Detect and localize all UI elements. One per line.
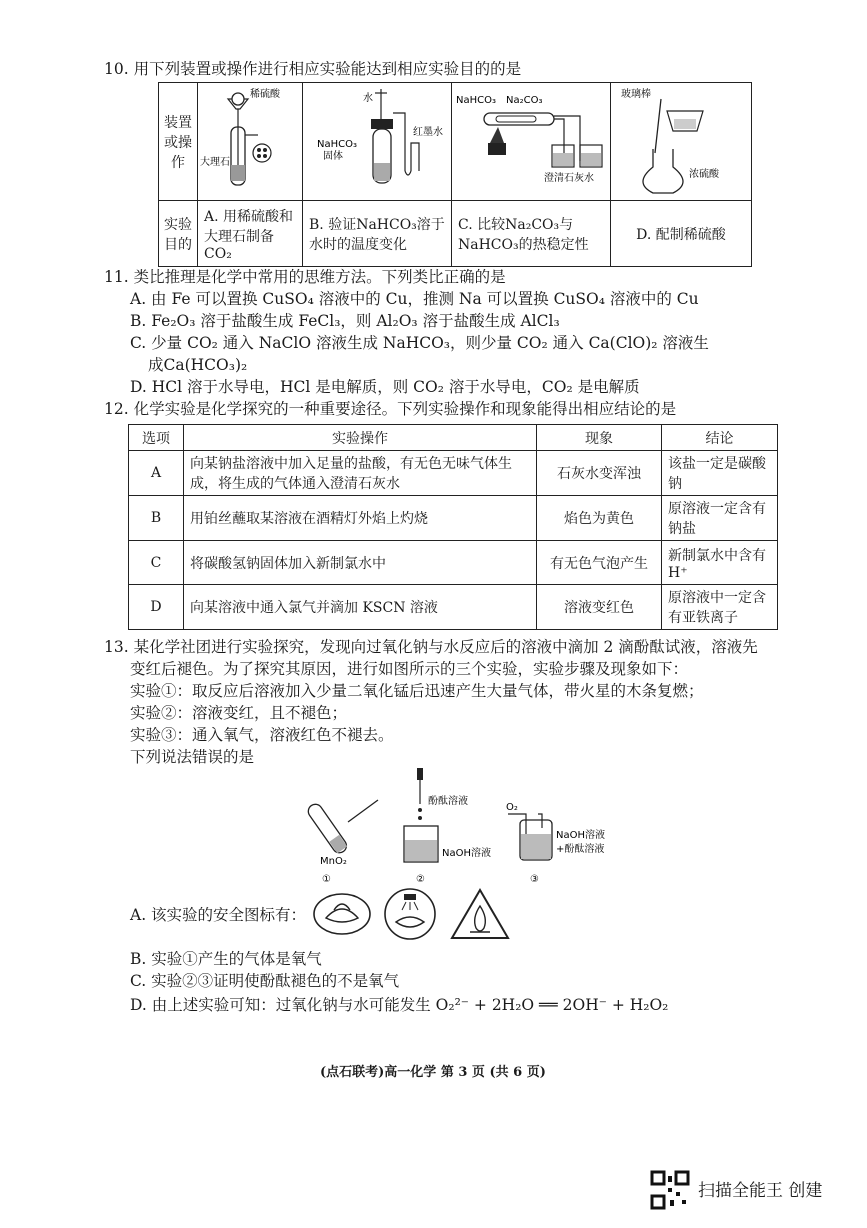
q12-row-c-operation: 将碳酸氢钠固体加入新制氯水中 [184, 541, 537, 585]
q13-option-b: B. 实验①产生的气体是氧气 [130, 950, 322, 968]
q11-option-b: B. Fe₂O₃ 溶于盐酸生成 FeCl₃，则 Al₂O₃ 溶于盐酸生成 AlCl₃ [130, 312, 560, 330]
q13-fig-gas-bottle [506, 802, 605, 885]
q13-option-d: D. 由上述实验可知：过氧化钠与水可能发生 O₂²⁻ + 2H₂O ══ 2OH⁻ + H₂O₂ [130, 996, 669, 1014]
table-row [129, 496, 778, 541]
label-fig-2: ② [416, 874, 425, 885]
q12-header-option: 选项 [129, 425, 184, 451]
q10-option-d: D. 配制稀硫酸 [611, 201, 752, 267]
q11-option-c-2: 成Ca(HCO₃)₂ [148, 356, 248, 374]
q10-fig-c [452, 83, 611, 201]
q13-option-c: C. 实验②③证明使酚酞褪色的不是氧气 [130, 972, 400, 990]
q11-option-d: D. HCl 溶于水导电，HCl 是电解质，则 CO₂ 溶于水导电，CO₂ 是电解质 [130, 378, 640, 396]
table-row [129, 541, 778, 585]
label-c-nahco3: NaHCO₃ [456, 95, 496, 106]
q12-row-c-conclusion: 新制氯水中含有 H⁺ [662, 541, 778, 585]
page-footer: (点石联考)高一化学 第 3 页 (共 6 页) [320, 1065, 546, 1080]
q13-figure [290, 764, 620, 888]
q12-row-d-operation: 向某溶液中通入氯气并滴加 KSCN 溶液 [184, 585, 537, 630]
q10-stem: 10. 用下列装置或操作进行相应实验能达到相应实验目的的是 [104, 60, 522, 78]
q13-ask: 下列说法错误的是 [130, 748, 255, 766]
q11-option-a: A. 由 Fe 可以置换 CuSO₄ 溶液中的 Cu，推测 Na 可以置换 CuSO₄ 溶液中的 Cu [130, 290, 699, 308]
q12-row-c-phenomenon: 有无色气泡产生 [537, 541, 662, 585]
q12-row-b-phenomenon: 焰色为黄色 [537, 496, 662, 541]
q13-option-a: A. 该实验的安全图标有： [130, 906, 307, 924]
q10-table [158, 82, 752, 267]
q13-stem-2: 变红后褪色。为了探究其原因，进行如图所示的三个实验，实验步骤及现象如下： [130, 660, 689, 678]
q11-stem: 11. 类比推理是化学中常用的思维方法。下列类比正确的是 [104, 268, 506, 286]
label-red-ink: 红墨水 [413, 127, 443, 138]
q12-header-phenomenon: 现象 [537, 425, 662, 451]
wash-hands-icon [385, 889, 435, 939]
label-mno2: MnO₂ [320, 856, 347, 867]
q13-exp-3: 实验③：通入氧气，溶液红色不褪去。 [130, 726, 394, 744]
q10-fig-b [303, 83, 452, 201]
label-naoh: NaOH溶液 [442, 848, 491, 859]
q12-row-b-operation: 用铂丝蘸取某溶液在酒精灯外焰上灼烧 [184, 496, 537, 541]
label-fig-3: ③ [530, 874, 539, 885]
q13-exp-2: 实验②：溶液变红，且不褪色； [130, 704, 348, 722]
q10-option-c: C. 比较Na₂CO₃与NaHCO₃的热稳定性 [452, 201, 611, 267]
q10-fig-d [611, 83, 752, 201]
table-row [129, 585, 778, 630]
q12-row-a-phenomenon: 石灰水变浑浊 [537, 451, 662, 496]
q12-row-b-conclusion: 原溶液一定含有钠盐 [662, 496, 778, 541]
label-phenolphthalein: 酚酞溶液 [428, 796, 468, 807]
label-glass-rod: 玻璃棒 [621, 89, 651, 100]
label-solid: 固体 [323, 151, 343, 162]
label-fig-1: ① [322, 874, 331, 885]
label-nahco3: NaHCO₃ [317, 139, 357, 150]
q12-row-a-option: A [129, 451, 184, 496]
label-water: 水 [363, 93, 373, 104]
q12-row-d-conclusion: 原溶液中一定含有亚铁离子 [662, 585, 778, 630]
q13-stem-1: 13. 某化学社团进行实验探究，发现向过氧化钠与水反应后的溶液中滴加 2 滴酚酞试液，溶液先 [104, 638, 758, 656]
label-c-na2co3: Na₂CO₃ [506, 95, 543, 106]
table-row [129, 451, 778, 496]
q13-fig-beaker [404, 768, 491, 885]
q12-row-a-operation: 向某钠盐溶液中加入足量的盐酸，有无色无味气体生成，将生成的气体通入澄清石灰水 [184, 451, 537, 496]
q10-option-a: A. 用稀硫酸和大理石制备CO₂ [198, 201, 303, 267]
q13-safety-icons [312, 886, 514, 942]
q12-row-d-option: D [129, 585, 184, 630]
q12-row-a-conclusion: 该盐一定是碳酸钠 [662, 451, 778, 496]
scanner-watermark: 扫描全能王 创建 [698, 1181, 823, 1201]
hot-surface-icon [314, 894, 370, 934]
q12-row-c-option: C [129, 541, 184, 585]
q12-table [128, 424, 778, 630]
q12-header-operation: 实验操作 [184, 425, 537, 451]
qr-code-icon [650, 1170, 690, 1210]
q12-header-conclusion: 结论 [662, 425, 778, 451]
q12-stem: 12. 化学实验是化学探究的一种重要途径。下列实验操作和现象能得出相应结论的是 [104, 400, 677, 418]
flammable-warning-icon [452, 890, 508, 938]
q10-row2-header: 实验目的 [159, 201, 198, 267]
label-naoh-2b: +酚酞溶液 [556, 844, 605, 855]
q10-option-b: B. 验证NaHCO₃溶于水时的温度变化 [303, 201, 452, 267]
label-dilute-acid: 稀硫酸 [250, 89, 280, 100]
q13-fig-test-tube [306, 800, 378, 885]
q10-fig-a [198, 83, 303, 201]
q12-row-d-phenomenon: 溶液变红色 [537, 585, 662, 630]
label-marble: 大理石 [200, 157, 230, 168]
label-limewater: 澄清石灰水 [544, 173, 594, 184]
label-conc-acid: 浓硫酸 [689, 169, 719, 180]
label-naoh-2a: NaOH溶液 [556, 830, 605, 841]
q12-row-b-option: B [129, 496, 184, 541]
label-o2: O₂ [506, 802, 518, 813]
q13-exp-1: 实验①：取反应后溶液加入少量二氧化锰后迅速产生大量气体，带火星的木条复燃； [130, 682, 704, 700]
q11-option-c-1: C. 少量 CO₂ 通入 NaClO 溶液生成 NaHCO₃，则少量 CO₂ 通入 Ca(ClO)₂ 溶液生 [130, 334, 709, 352]
q10-row1-header: 装置或操作 [159, 83, 198, 201]
